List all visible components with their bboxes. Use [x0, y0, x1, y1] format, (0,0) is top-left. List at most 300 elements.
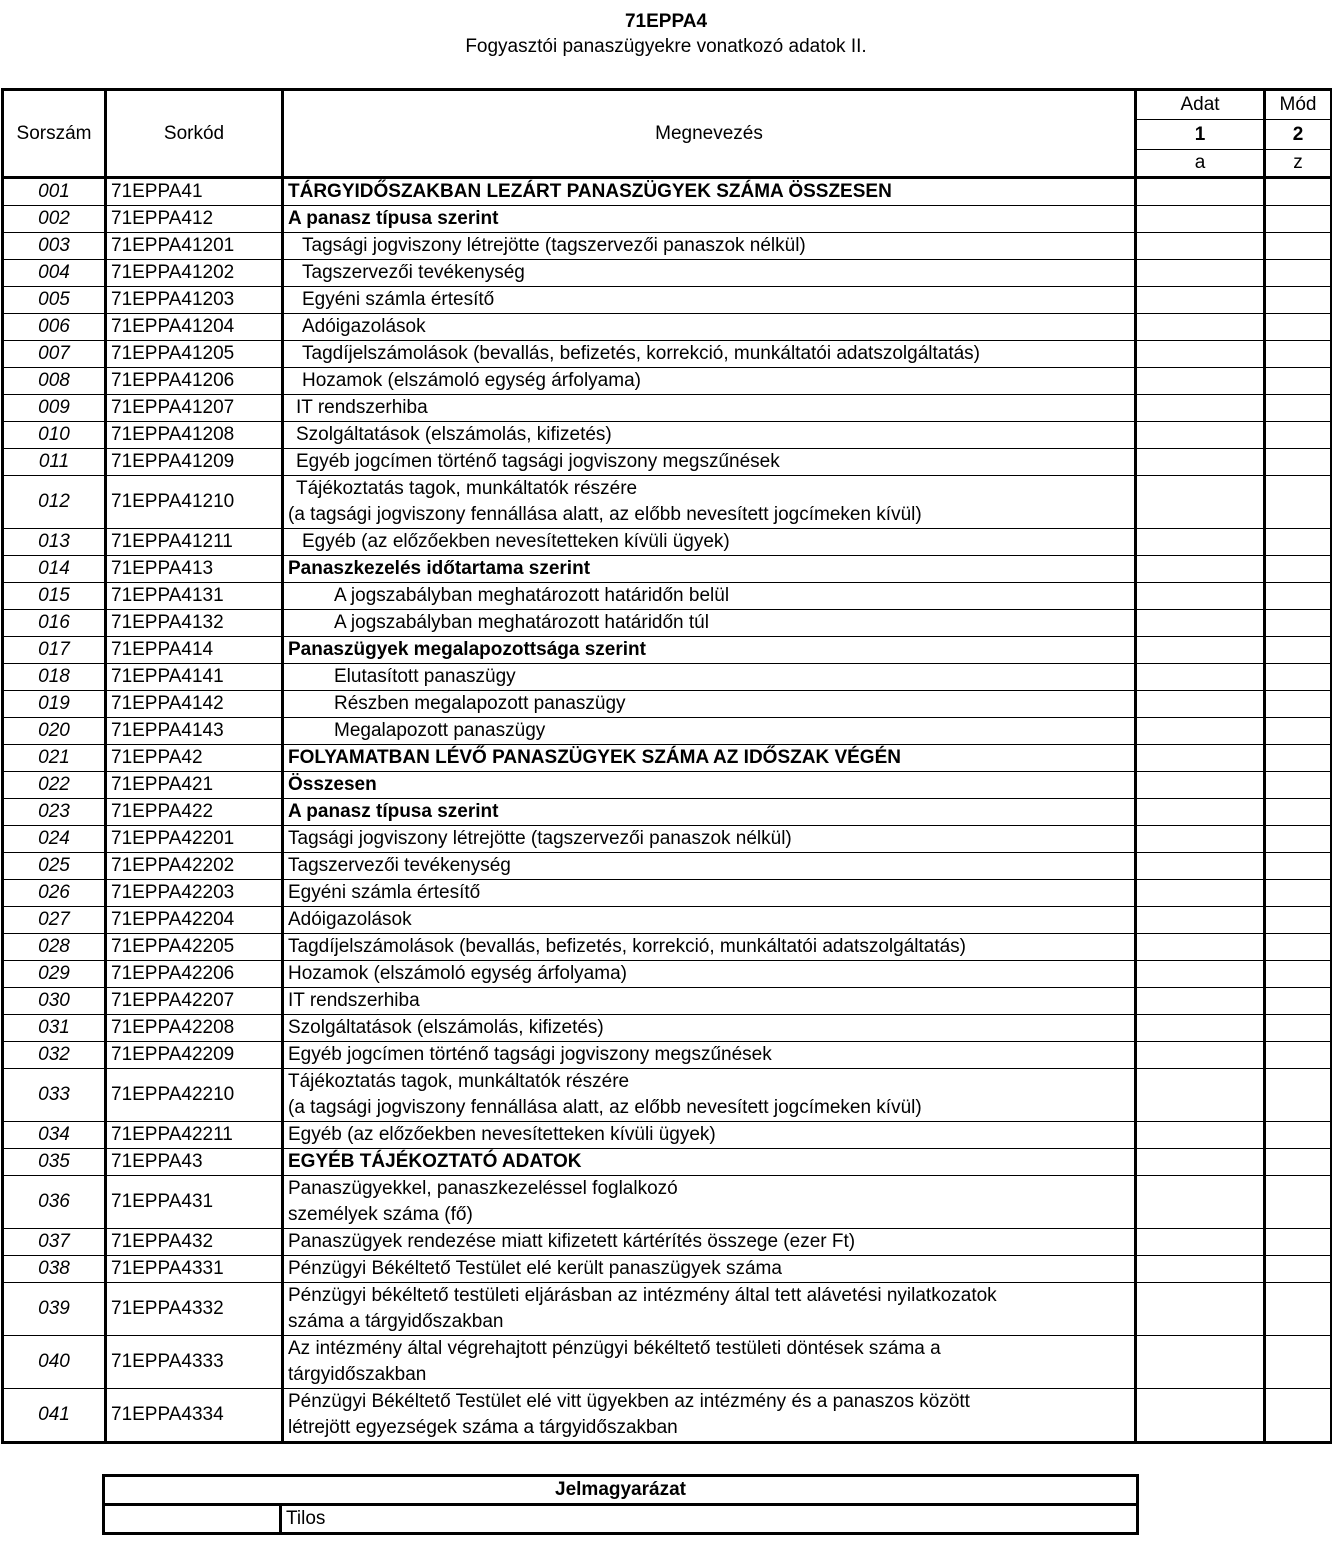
table-row: [3, 637, 1332, 664]
row-sorszam: 001: [3, 178, 106, 206]
row-adat-cell[interactable]: [1136, 988, 1265, 1015]
row-adat-cell[interactable]: [1136, 233, 1265, 260]
row-sorszam: 041: [3, 1389, 106, 1443]
row-megnevezes-line: Panaszügyekkel, panaszkezeléssel foglalkozó: [288, 1178, 678, 1199]
row-megnevezes-line: Az intézmény által végrehajtott pénzügyi békéltető testületi döntések száma a: [288, 1338, 941, 1359]
row-mod-cell[interactable]: [1265, 314, 1332, 341]
row-megnevezes-line: IT rendszerhiba: [288, 990, 420, 1011]
table-header: [3, 90, 1332, 178]
row-sorkod: 71EPPA41206: [106, 368, 283, 395]
row-sorkod: 71EPPA4331: [106, 1256, 283, 1283]
row-megnevezes: [283, 178, 1136, 206]
row-mod-cell[interactable]: [1265, 1069, 1332, 1122]
row-adat-cell[interactable]: [1136, 395, 1265, 422]
row-mod-cell[interactable]: [1265, 691, 1332, 718]
table-row: [3, 178, 1332, 206]
row-sorkod: 71EPPA41207: [106, 395, 283, 422]
row-mod-cell[interactable]: [1265, 1015, 1332, 1042]
row-mod-cell[interactable]: [1265, 260, 1332, 287]
row-sorszam: 010: [3, 422, 106, 449]
row-megnevezes-line: Pénzügyi Békéltető Testület elé vitt ügyekben az intézmény és a panaszos között: [288, 1391, 970, 1412]
row-megnevezes-line: Megalapozott panaszügy: [334, 720, 546, 741]
table-row: [3, 476, 1332, 529]
row-sorkod: 71EPPA41204: [106, 314, 283, 341]
row-sorszam: 007: [3, 341, 106, 368]
row-megnevezes-line: Szolgáltatások (elszámolás, kifizetés): [288, 1017, 604, 1038]
data-table: [1, 88, 1332, 1444]
row-megnevezes-line: Részben megalapozott panaszügy: [334, 693, 626, 714]
row-megnevezes-line: Tagdíjelszámolások (bevallás, befizetés, korrekció, munkáltatói adatszolgáltatás): [302, 343, 980, 364]
row-sorkod: 71EPPA41208: [106, 422, 283, 449]
row-mod-cell[interactable]: [1265, 178, 1332, 206]
row-sorszam: 022: [3, 772, 106, 799]
col-header-mod-num: 2: [1265, 120, 1332, 150]
row-megnevezes-line: A panasz típusa szerint: [288, 208, 499, 229]
row-megnevezes: [283, 664, 1136, 691]
row-mod-cell[interactable]: [1265, 395, 1332, 422]
row-mod-cell[interactable]: [1265, 637, 1332, 664]
row-sorszam: 023: [3, 799, 106, 826]
table-row: [3, 934, 1332, 961]
table-row: [3, 1122, 1332, 1149]
row-megnevezes: [283, 1015, 1136, 1042]
row-mod-cell[interactable]: [1265, 422, 1332, 449]
row-megnevezes-line: EGYÉB TÁJÉKOZTATÓ ADATOK: [288, 1151, 582, 1172]
row-megnevezes: [283, 1389, 1136, 1443]
row-megnevezes-line-2: (a tagsági jogviszony fennállása alatt, az előbb nevesített jogcímeken kívül): [288, 504, 922, 525]
row-sorkod: 71EPPA42204: [106, 907, 283, 934]
row-sorkod: 71EPPA4333: [106, 1336, 283, 1389]
row-megnevezes: [283, 772, 1136, 799]
row-sorszam: 003: [3, 233, 106, 260]
row-megnevezes: [283, 745, 1136, 772]
row-megnevezes: [283, 691, 1136, 718]
row-megnevezes: [283, 907, 1136, 934]
row-megnevezes-line: Egyéb jogcímen történő tagsági jogviszony megszűnések: [296, 451, 780, 472]
row-mod-cell[interactable]: [1265, 988, 1332, 1015]
legend-title: Jelmagyarázat: [104, 1476, 1138, 1505]
table-row: [3, 880, 1332, 907]
row-mod-cell[interactable]: [1265, 556, 1332, 583]
legend-swatch: [104, 1505, 281, 1534]
row-adat-cell[interactable]: [1136, 1389, 1265, 1443]
row-adat-cell[interactable]: [1136, 1069, 1265, 1122]
row-sorkod: 71EPPA42210: [106, 1069, 283, 1122]
row-adat-cell[interactable]: [1136, 422, 1265, 449]
row-sorszam: 013: [3, 529, 106, 556]
row-megnevezes: [283, 1256, 1136, 1283]
row-megnevezes-line: Egyéb (az előzőekben nevesítetteken kívüli ügyek): [288, 1124, 716, 1145]
row-megnevezes-line: Tagsági jogviszony létrejötte (tagszervezői panaszok nélkül): [302, 235, 806, 256]
row-sorszam: 024: [3, 826, 106, 853]
row-sorszam: 038: [3, 1256, 106, 1283]
form-code: 71EPPA4: [624, 11, 708, 32]
row-megnevezes-line: Tagszervezői tevékenység: [302, 262, 525, 283]
row-sorszam: 037: [3, 1229, 106, 1256]
table-row: [3, 1389, 1332, 1443]
table-row: [3, 961, 1332, 988]
row-megnevezes-line: Adóigazolások: [302, 316, 426, 337]
table-row: [3, 583, 1332, 610]
table-row: [3, 907, 1332, 934]
row-mod-cell[interactable]: [1265, 610, 1332, 637]
table-row: [3, 556, 1332, 583]
row-sorszam: 040: [3, 1336, 106, 1389]
row-megnevezes-line: Panaszkezelés időtartama szerint: [288, 558, 591, 579]
row-sorszam: 005: [3, 287, 106, 314]
row-adat-cell[interactable]: [1136, 826, 1265, 853]
table-row: [3, 1069, 1332, 1122]
row-mod-cell[interactable]: [1265, 853, 1332, 880]
row-megnevezes: [283, 934, 1136, 961]
row-adat-cell[interactable]: [1136, 1283, 1265, 1336]
row-adat-cell[interactable]: [1136, 260, 1265, 287]
row-megnevezes-line: A jogszabályban meghatározott határidőn túl: [334, 612, 709, 633]
col-header-megnevezes: Megnevezés: [283, 90, 1136, 178]
row-adat-cell[interactable]: [1136, 1256, 1265, 1283]
row-adat-cell[interactable]: [1136, 718, 1265, 745]
table-row: [3, 341, 1332, 368]
table-row: [3, 799, 1332, 826]
row-adat-cell[interactable]: [1136, 1015, 1265, 1042]
table-row: [3, 1042, 1332, 1069]
row-megnevezes-line: Tagdíjelszámolások (bevallás, befizetés, korrekció, munkáltatói adatszolgáltatás): [288, 936, 966, 957]
row-sorkod: 71EPPA42209: [106, 1042, 283, 1069]
row-sorkod: 71EPPA42211: [106, 1122, 283, 1149]
row-mod-cell[interactable]: [1265, 1389, 1332, 1443]
row-sorszam: 008: [3, 368, 106, 395]
row-megnevezes-line-2: létrejött egyezségek száma a tárgyidőszakban: [288, 1417, 678, 1438]
row-sorszam: 012: [3, 476, 106, 529]
row-megnevezes: [283, 206, 1136, 233]
table-row: [3, 449, 1332, 476]
row-megnevezes-line: Elutasított panaszügy: [334, 666, 516, 687]
row-mod-cell[interactable]: [1265, 1256, 1332, 1283]
table-row: [3, 1256, 1332, 1283]
row-mod-cell[interactable]: [1265, 799, 1332, 826]
row-sorkod: 71EPPA41209: [106, 449, 283, 476]
row-megnevezes: [283, 718, 1136, 745]
row-sorszam: 031: [3, 1015, 106, 1042]
col-header-mod: Mód: [1265, 90, 1332, 120]
row-adat-cell[interactable]: [1136, 772, 1265, 799]
row-megnevezes-line: FOLYAMATBAN LÉVŐ PANASZÜGYEK SZÁMA AZ IDŐSZAK VÉGÉN: [288, 747, 901, 768]
row-sorszam: 018: [3, 664, 106, 691]
row-adat-cell[interactable]: [1136, 341, 1265, 368]
row-sorszam: 011: [3, 449, 106, 476]
row-sorkod: 71EPPA414: [106, 637, 283, 664]
row-sorkod: 71EPPA412: [106, 206, 283, 233]
row-sorkod: 71EPPA42: [106, 745, 283, 772]
row-sorkod: 71EPPA41211: [106, 529, 283, 556]
row-sorszam: 006: [3, 314, 106, 341]
row-megnevezes: [283, 1283, 1136, 1336]
row-mod-cell[interactable]: [1265, 368, 1332, 395]
row-sorkod: 71EPPA42208: [106, 1015, 283, 1042]
row-megnevezes-line-2: (a tagsági jogviszony fennállása alatt, az előbb nevesített jogcímeken kívül): [288, 1097, 922, 1118]
row-sorkod: 71EPPA43: [106, 1149, 283, 1176]
row-adat-cell[interactable]: [1136, 206, 1265, 233]
row-sorszam: 015: [3, 583, 106, 610]
table-row: [3, 206, 1332, 233]
row-sorszam: 016: [3, 610, 106, 637]
row-adat-cell[interactable]: [1136, 529, 1265, 556]
row-megnevezes-line: Panaszügyek megalapozottsága szerint: [288, 639, 646, 660]
row-megnevezes: [283, 1122, 1136, 1149]
row-mod-cell[interactable]: [1265, 1336, 1332, 1389]
legend-item: Tilos: [281, 1505, 1138, 1534]
row-adat-cell[interactable]: [1136, 556, 1265, 583]
row-sorkod: 71EPPA422: [106, 799, 283, 826]
row-mod-cell[interactable]: [1265, 772, 1332, 799]
row-mod-cell[interactable]: [1265, 826, 1332, 853]
row-mod-cell[interactable]: [1265, 664, 1332, 691]
row-mod-cell[interactable]: [1265, 1176, 1332, 1229]
row-mod-cell[interactable]: [1265, 1283, 1332, 1336]
row-megnevezes: [283, 395, 1136, 422]
row-sorszam: 021: [3, 745, 106, 772]
row-megnevezes: [283, 422, 1136, 449]
row-sorszam: 002: [3, 206, 106, 233]
row-sorkod: 71EPPA42201: [106, 826, 283, 853]
table-row: [3, 1336, 1332, 1389]
row-megnevezes: [283, 368, 1136, 395]
row-sorszam: 027: [3, 907, 106, 934]
row-megnevezes: [283, 1069, 1136, 1122]
row-sorkod: 71EPPA4142: [106, 691, 283, 718]
row-adat-cell[interactable]: [1136, 907, 1265, 934]
row-sorkod: 71EPPA432: [106, 1229, 283, 1256]
row-adat-cell[interactable]: [1136, 745, 1265, 772]
row-mod-cell[interactable]: [1265, 449, 1332, 476]
row-sorszam: 030: [3, 988, 106, 1015]
row-mod-cell[interactable]: [1265, 476, 1332, 529]
col-header-sorszam: Sorszám: [3, 90, 106, 178]
row-sorkod: 71EPPA421: [106, 772, 283, 799]
row-sorszam: 039: [3, 1283, 106, 1336]
table-row: [3, 772, 1332, 799]
row-mod-cell[interactable]: [1265, 880, 1332, 907]
row-sorkod: 71EPPA42207: [106, 988, 283, 1015]
row-sorkod: 71EPPA41: [106, 178, 283, 206]
table-row: [3, 287, 1332, 314]
table-row: [3, 745, 1332, 772]
row-sorszam: 026: [3, 880, 106, 907]
col-header-mod-letter: z: [1265, 150, 1332, 178]
row-mod-cell[interactable]: [1265, 1042, 1332, 1069]
row-megnevezes-line: Tagszervezői tevékenység: [288, 855, 511, 876]
row-sorszam: 009: [3, 395, 106, 422]
row-sorkod: 71EPPA41202: [106, 260, 283, 287]
table-row: [3, 664, 1332, 691]
table-row: [3, 691, 1332, 718]
row-mod-cell[interactable]: [1265, 745, 1332, 772]
row-mod-cell[interactable]: [1265, 583, 1332, 610]
row-megnevezes: [283, 449, 1136, 476]
row-sorszam: 034: [3, 1122, 106, 1149]
table-row: [3, 988, 1332, 1015]
row-sorszam: 004: [3, 260, 106, 287]
table-row: [3, 260, 1332, 287]
row-adat-cell[interactable]: [1136, 1176, 1265, 1229]
col-header-sorkod: Sorkód: [106, 90, 283, 178]
row-megnevezes: [283, 233, 1136, 260]
row-sorkod: 71EPPA4334: [106, 1389, 283, 1443]
row-adat-cell[interactable]: [1136, 314, 1265, 341]
row-megnevezes: [283, 314, 1136, 341]
row-adat-cell[interactable]: [1136, 1336, 1265, 1389]
row-megnevezes-line: Adóigazolások: [288, 909, 412, 930]
row-sorkod: 71EPPA42202: [106, 853, 283, 880]
row-adat-cell[interactable]: [1136, 853, 1265, 880]
row-megnevezes-line: Szolgáltatások (elszámolás, kifizetés): [296, 424, 612, 445]
row-megnevezes-line: Hozamok (elszámoló egység árfolyama): [288, 963, 627, 984]
table-row: [3, 610, 1332, 637]
row-megnevezes-line: Egyéb jogcímen történő tagsági jogviszony megszűnések: [288, 1044, 772, 1065]
table-row: [3, 718, 1332, 745]
row-adat-cell[interactable]: [1136, 664, 1265, 691]
table-row: [3, 529, 1332, 556]
row-adat-cell[interactable]: [1136, 1122, 1265, 1149]
row-megnevezes: [283, 799, 1136, 826]
row-mod-cell[interactable]: [1265, 529, 1332, 556]
row-megnevezes-line: Pénzügyi békéltető testületi eljárásban az intézmény által tett alávetési nyilatkozatok: [288, 1285, 997, 1306]
row-sorszam: 019: [3, 691, 106, 718]
row-megnevezes-line: TÁRGYIDŐSZAKBAN LEZÁRT PANASZÜGYEK SZÁMA ÖSSZESEN: [288, 181, 892, 202]
row-mod-cell[interactable]: [1265, 718, 1332, 745]
row-sorkod: 71EPPA41201: [106, 233, 283, 260]
row-adat-cell[interactable]: [1136, 961, 1265, 988]
table-row: [3, 1229, 1332, 1256]
row-megnevezes-line: Tájékoztatás tagok, munkáltatók részére: [296, 478, 638, 499]
row-megnevezes: [283, 610, 1136, 637]
row-megnevezes-line: Panaszügyek rendezése miatt kifizetett kártérítés összege (ezer Ft): [288, 1231, 856, 1252]
table-row: [3, 826, 1332, 853]
row-megnevezes-line: A jogszabályban meghatározott határidőn belül: [334, 585, 730, 606]
row-sorszam: 020: [3, 718, 106, 745]
row-megnevezes-line: Pénzügyi Békéltető Testület elé került panaszügyek száma: [288, 1258, 782, 1279]
row-adat-cell[interactable]: [1136, 368, 1265, 395]
row-megnevezes: [283, 476, 1136, 529]
row-adat-cell[interactable]: [1136, 610, 1265, 637]
row-adat-cell[interactable]: [1136, 287, 1265, 314]
row-sorkod: 71EPPA42206: [106, 961, 283, 988]
row-sorkod: 71EPPA4132: [106, 610, 283, 637]
row-adat-cell[interactable]: [1136, 178, 1265, 206]
row-sorkod: 71EPPA42203: [106, 880, 283, 907]
table-body: [3, 178, 1332, 1443]
row-megnevezes-line: Hozamok (elszámoló egység árfolyama): [302, 370, 641, 391]
row-sorszam: 017: [3, 637, 106, 664]
row-adat-cell[interactable]: [1136, 691, 1265, 718]
row-megnevezes: [283, 1336, 1136, 1389]
table-row: [3, 422, 1332, 449]
row-sorszam: 036: [3, 1176, 106, 1229]
row-sorkod: 71EPPA413: [106, 556, 283, 583]
row-mod-cell[interactable]: [1265, 1122, 1332, 1149]
row-sorkod: 71EPPA41205: [106, 341, 283, 368]
row-megnevezes-line-2: száma a tárgyidőszakban: [288, 1311, 504, 1332]
row-adat-cell[interactable]: [1136, 934, 1265, 961]
row-megnevezes: [283, 583, 1136, 610]
row-megnevezes: [283, 1229, 1136, 1256]
row-mod-cell[interactable]: [1265, 341, 1332, 368]
row-sorkod: 71EPPA4141: [106, 664, 283, 691]
row-sorszam: 014: [3, 556, 106, 583]
row-megnevezes-line: Tájékoztatás tagok, munkáltatók részére: [288, 1071, 630, 1092]
row-megnevezes: [283, 853, 1136, 880]
table-row: [3, 233, 1332, 260]
row-mod-cell[interactable]: [1265, 1229, 1332, 1256]
row-megnevezes: [283, 961, 1136, 988]
row-mod-cell[interactable]: [1265, 287, 1332, 314]
row-adat-cell[interactable]: [1136, 1042, 1265, 1069]
legend-table: [102, 1474, 1139, 1535]
row-mod-cell[interactable]: [1265, 233, 1332, 260]
row-megnevezes-line-2: személyek száma (fő): [288, 1204, 473, 1225]
row-megnevezes: [283, 880, 1136, 907]
row-sorkod: 71EPPA431: [106, 1176, 283, 1229]
row-adat-cell[interactable]: [1136, 476, 1265, 529]
row-sorszam: 035: [3, 1149, 106, 1176]
table-row: [3, 1283, 1332, 1336]
table-row: [3, 368, 1332, 395]
row-adat-cell[interactable]: [1136, 449, 1265, 476]
row-megnevezes: [283, 1149, 1136, 1176]
row-sorszam: 028: [3, 934, 106, 961]
row-megnevezes: [283, 1042, 1136, 1069]
row-megnevezes-line: Egyéb (az előzőekben nevesítetteken kívüli ügyek): [302, 531, 730, 552]
row-megnevezes: [283, 826, 1136, 853]
row-sorkod: 71EPPA42205: [106, 934, 283, 961]
form-title: Fogyasztói panaszügyekre vonatkozó adatok II.: [465, 36, 867, 57]
row-sorkod: 71EPPA4131: [106, 583, 283, 610]
row-megnevezes: [283, 341, 1136, 368]
row-sorszam: 033: [3, 1069, 106, 1122]
col-header-adat-letter: a: [1136, 150, 1265, 178]
row-sorszam: 025: [3, 853, 106, 880]
row-sorszam: 032: [3, 1042, 106, 1069]
row-megnevezes-line: A panasz típusa szerint: [288, 801, 499, 822]
row-sorszam: 029: [3, 961, 106, 988]
row-mod-cell[interactable]: [1265, 961, 1332, 988]
row-sorkod: 71EPPA41210: [106, 476, 283, 529]
row-megnevezes: [283, 1176, 1136, 1229]
row-megnevezes: [283, 287, 1136, 314]
table-row: [3, 1149, 1332, 1176]
row-mod-cell[interactable]: [1265, 1149, 1332, 1176]
row-mod-cell[interactable]: [1265, 907, 1332, 934]
row-adat-cell[interactable]: [1136, 637, 1265, 664]
row-megnevezes: [283, 529, 1136, 556]
row-mod-cell[interactable]: [1265, 206, 1332, 233]
row-megnevezes-line: IT rendszerhiba: [296, 397, 428, 418]
row-adat-cell[interactable]: [1136, 799, 1265, 826]
table-row: [3, 1015, 1332, 1042]
row-adat-cell[interactable]: [1136, 1229, 1265, 1256]
table-row: [3, 1176, 1332, 1229]
row-megnevezes: [283, 637, 1136, 664]
row-adat-cell[interactable]: [1136, 1149, 1265, 1176]
row-megnevezes: [283, 988, 1136, 1015]
row-sorkod: 71EPPA4332: [106, 1283, 283, 1336]
row-adat-cell[interactable]: [1136, 583, 1265, 610]
table-row: [3, 395, 1332, 422]
row-mod-cell[interactable]: [1265, 934, 1332, 961]
table-row: [3, 314, 1332, 341]
row-adat-cell[interactable]: [1136, 880, 1265, 907]
row-megnevezes-line: Egyéni számla értesítő: [302, 289, 495, 310]
